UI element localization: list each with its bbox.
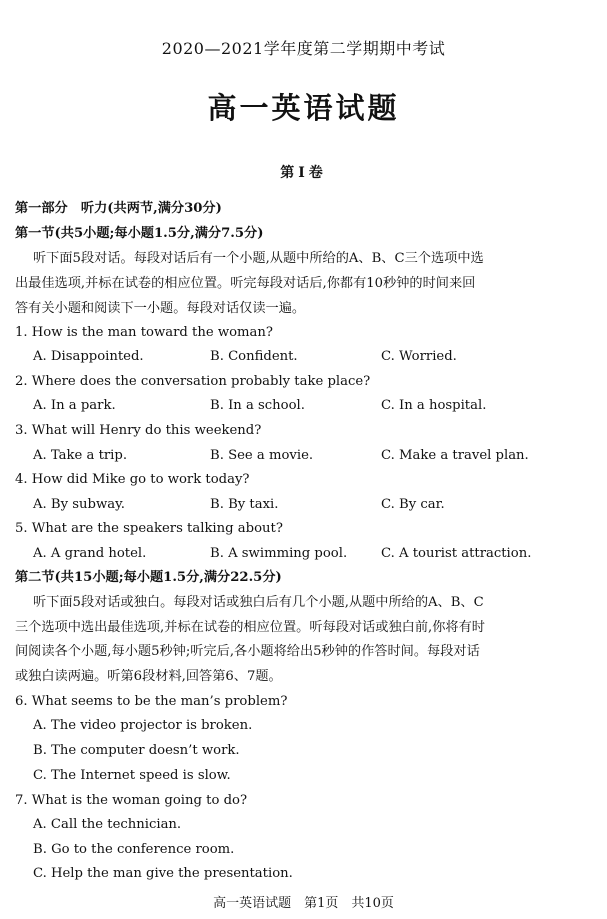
section1-instruction-line: 听下面5段对话。每段对话后有一个小题,从题中所给的A、B、C三个选项中选 — [33, 251, 484, 266]
option-a: A. The video projector is broken. — [33, 718, 253, 733]
volume-label: 第Ⅰ卷 — [280, 165, 327, 181]
option-b: B. By taxi. — [210, 497, 279, 512]
option-b: B. A swimming pool. — [210, 546, 348, 561]
section2-instruction-line: 或独白读两遍。听第6段材料,回答第6、7题。 — [15, 669, 282, 684]
option-c: C. Help the man give the presentation. — [33, 866, 293, 881]
part1-heading: 第一部分 听力(共两节,满分30分) — [15, 201, 222, 216]
option-c: C. In a hospital. — [381, 398, 487, 413]
section2-instruction-line: 三个选项中选出最佳选项,并标在试卷的相应位置。听每段对话或独白前,你将有时 — [15, 620, 485, 635]
option-b: B. Go to the conference room. — [33, 842, 235, 857]
option-b: B. The computer doesn’t work. — [33, 743, 240, 758]
page-footer: 高一英语试题 第1页 共10页 — [213, 896, 394, 911]
section1-heading: 第一节(共5小题;每小题1.5分,满分7.5分) — [15, 226, 264, 241]
section1-instruction-line: 答有关小题和阅读下一小题。每段对话仅读一遍。 — [15, 301, 306, 316]
option-c: C. Make a travel plan. — [381, 448, 529, 463]
question-4-options — [33, 496, 600, 514]
option-a: A. By subway. — [33, 497, 125, 512]
question-1-options — [33, 348, 600, 366]
option-c: C. A tourist attraction. — [381, 546, 532, 561]
section2-instruction-line: 间阅读各个小题,每小题5秒钟;听完后,各小题将给出5秒钟的作答时间。每段对话 — [15, 644, 480, 659]
question-5-options — [33, 545, 600, 563]
question-3: 3. What will Henry do this weekend? — [15, 423, 262, 438]
section2-instruction-line: 听下面5段对话或独白。每段对话或独白后有几个小题,从题中所给的A、B、C — [33, 595, 484, 610]
option-a: A. A grand hotel. — [33, 546, 147, 561]
section1-instruction-line: 出最佳选项,并标在试卷的相应位置。听完每段对话后,你都有10秒钟的时间来回 — [15, 276, 476, 291]
option-a: A. Disappointed. — [33, 349, 144, 364]
exam-title: 高一英语试题 — [207, 91, 400, 125]
option-a: A. Take a trip. — [33, 448, 128, 463]
exam-name: 2020—2021学年度第二学期期中考试 — [161, 39, 446, 58]
option-b: B. In a school. — [210, 398, 305, 413]
question-4: 4. How did Mike go to work today? — [15, 472, 250, 487]
option-c: C. The Internet speed is slow. — [33, 768, 231, 783]
question-5: 5. What are the speakers talking about? — [15, 521, 283, 536]
section2-heading: 第二节(共15小题;每小题1.5分,满分22.5分) — [15, 570, 282, 585]
option-a: A. Call the technician. — [33, 817, 182, 832]
question-2: 2. Where does the conversation probably take place? — [15, 374, 371, 389]
option-a: A. In a park. — [33, 398, 116, 413]
question-6: 6. What seems to be the man’s problem? — [15, 694, 288, 709]
option-b: B. See a movie. — [210, 448, 314, 463]
question-2-options — [33, 397, 600, 415]
option-c: C. Worried. — [381, 349, 457, 364]
question-1: 1. How is the man toward the woman? — [15, 325, 273, 340]
option-b: B. Confident. — [210, 349, 298, 364]
question-7: 7. What is the woman going to do? — [15, 793, 248, 808]
option-c: C. By car. — [381, 497, 445, 512]
question-3-options — [33, 447, 600, 465]
